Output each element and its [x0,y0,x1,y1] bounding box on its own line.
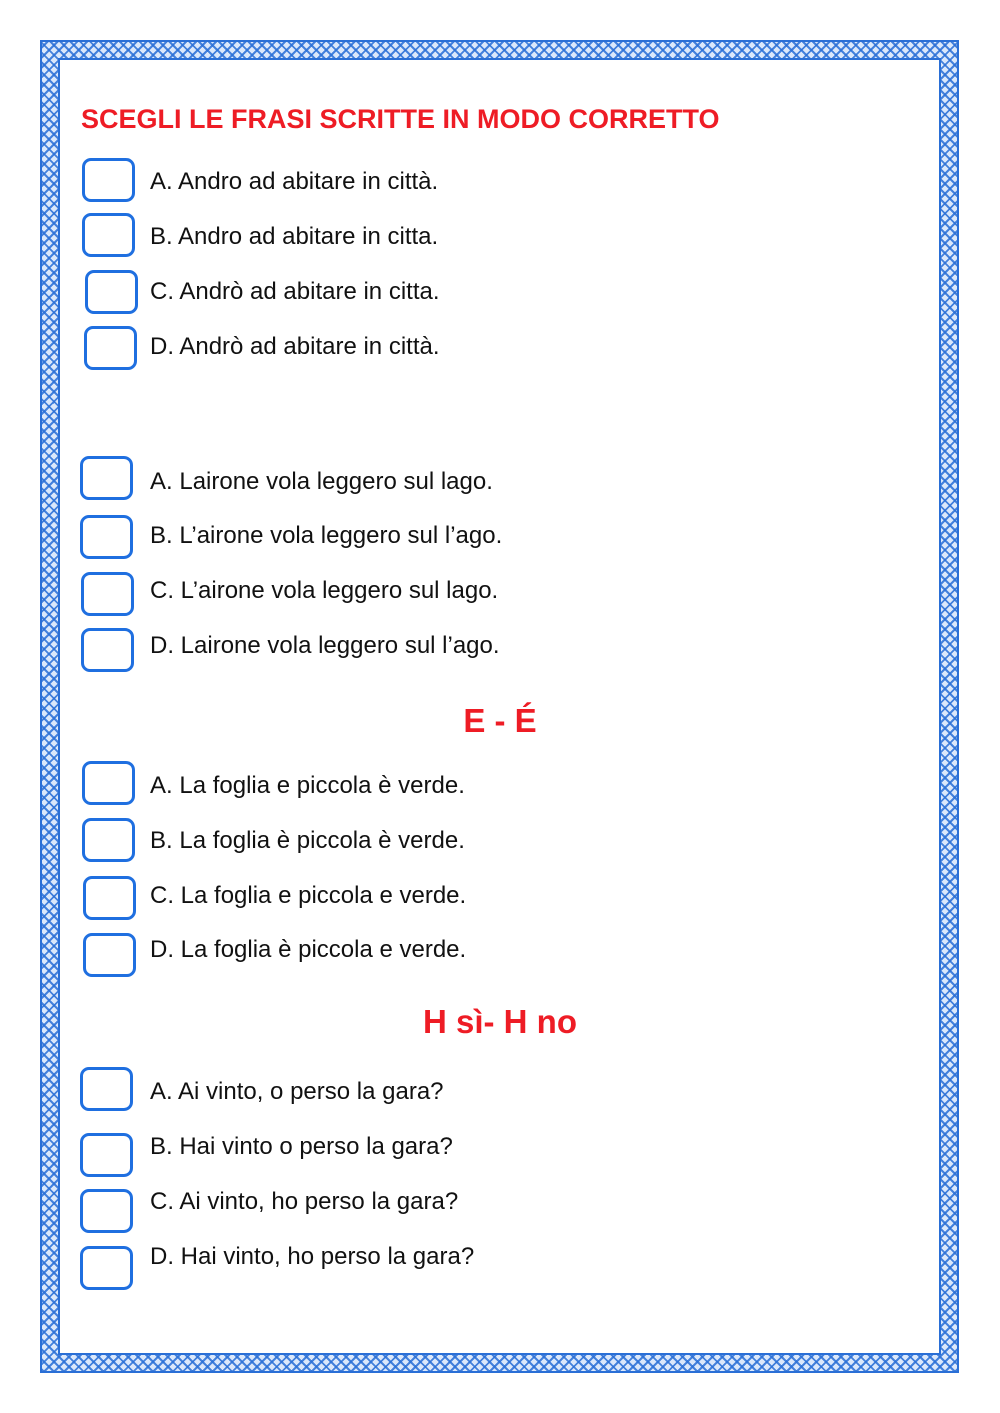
checkbox-group1-a[interactable] [82,158,135,202]
checkbox-group3-c[interactable] [83,876,136,920]
section-heading-accent: E - É [463,702,537,739]
section-heading-h-rule: H sì- H no [423,1003,577,1040]
option-group4-a: A. Ai vinto, o perso la gara? [150,1078,444,1105]
option-group4-c: C. Ai vinto, ho perso la gara? [150,1188,459,1215]
option-group2-c: C. L’airone vola leggero sul lago. [150,577,499,604]
option-group2-d: D. Lairone vola leggero sul l’ago. [150,632,500,659]
checkbox-group1-b[interactable] [82,213,135,257]
checkbox-group1-d[interactable] [84,326,137,370]
option-group3-a: A. La foglia e piccola è verde. [150,772,465,799]
checkbox-group3-a[interactable] [82,761,135,805]
option-group1-d: D. Andrò ad abitare in città. [150,333,440,360]
checkbox-group2-a[interactable] [80,456,133,500]
checkbox-group2-c[interactable] [81,572,134,616]
checkbox-group2-b[interactable] [80,515,133,559]
option-group1-b: B. Andro ad abitare in citta. [150,223,439,250]
checkbox-group4-b[interactable] [80,1133,133,1177]
option-group3-b: B. La foglia è piccola è verde. [150,827,465,854]
option-group2-a: A. Lairone vola leggero sul lago. [150,468,493,495]
checkbox-group1-c[interactable] [85,270,138,314]
option-group3-d: D. La foglia è piccola e verde. [150,936,467,963]
checkbox-group2-d[interactable] [81,628,134,672]
option-group4-d: D. Hai vinto, ho perso la gara? [150,1243,475,1270]
checkbox-group3-d[interactable] [83,933,136,977]
checkbox-group4-c[interactable] [80,1189,133,1233]
option-group2-b: B. L’airone vola leggero sul l’ago. [150,522,503,549]
checkbox-group4-d[interactable] [80,1246,133,1290]
checkbox-group3-b[interactable] [82,818,135,862]
option-group3-c: C. La foglia e piccola e verde. [150,882,467,909]
option-group4-b: B. Hai vinto o perso la gara? [150,1133,453,1160]
option-group1-a: A. Andro ad abitare in città. [150,168,439,195]
checkbox-group4-a[interactable] [80,1067,133,1111]
page-title: SCEGLI LE FRASI SCRITTE IN MODO CORRETTO [81,104,720,134]
option-group1-c: C. Andrò ad abitare in citta. [150,278,440,305]
